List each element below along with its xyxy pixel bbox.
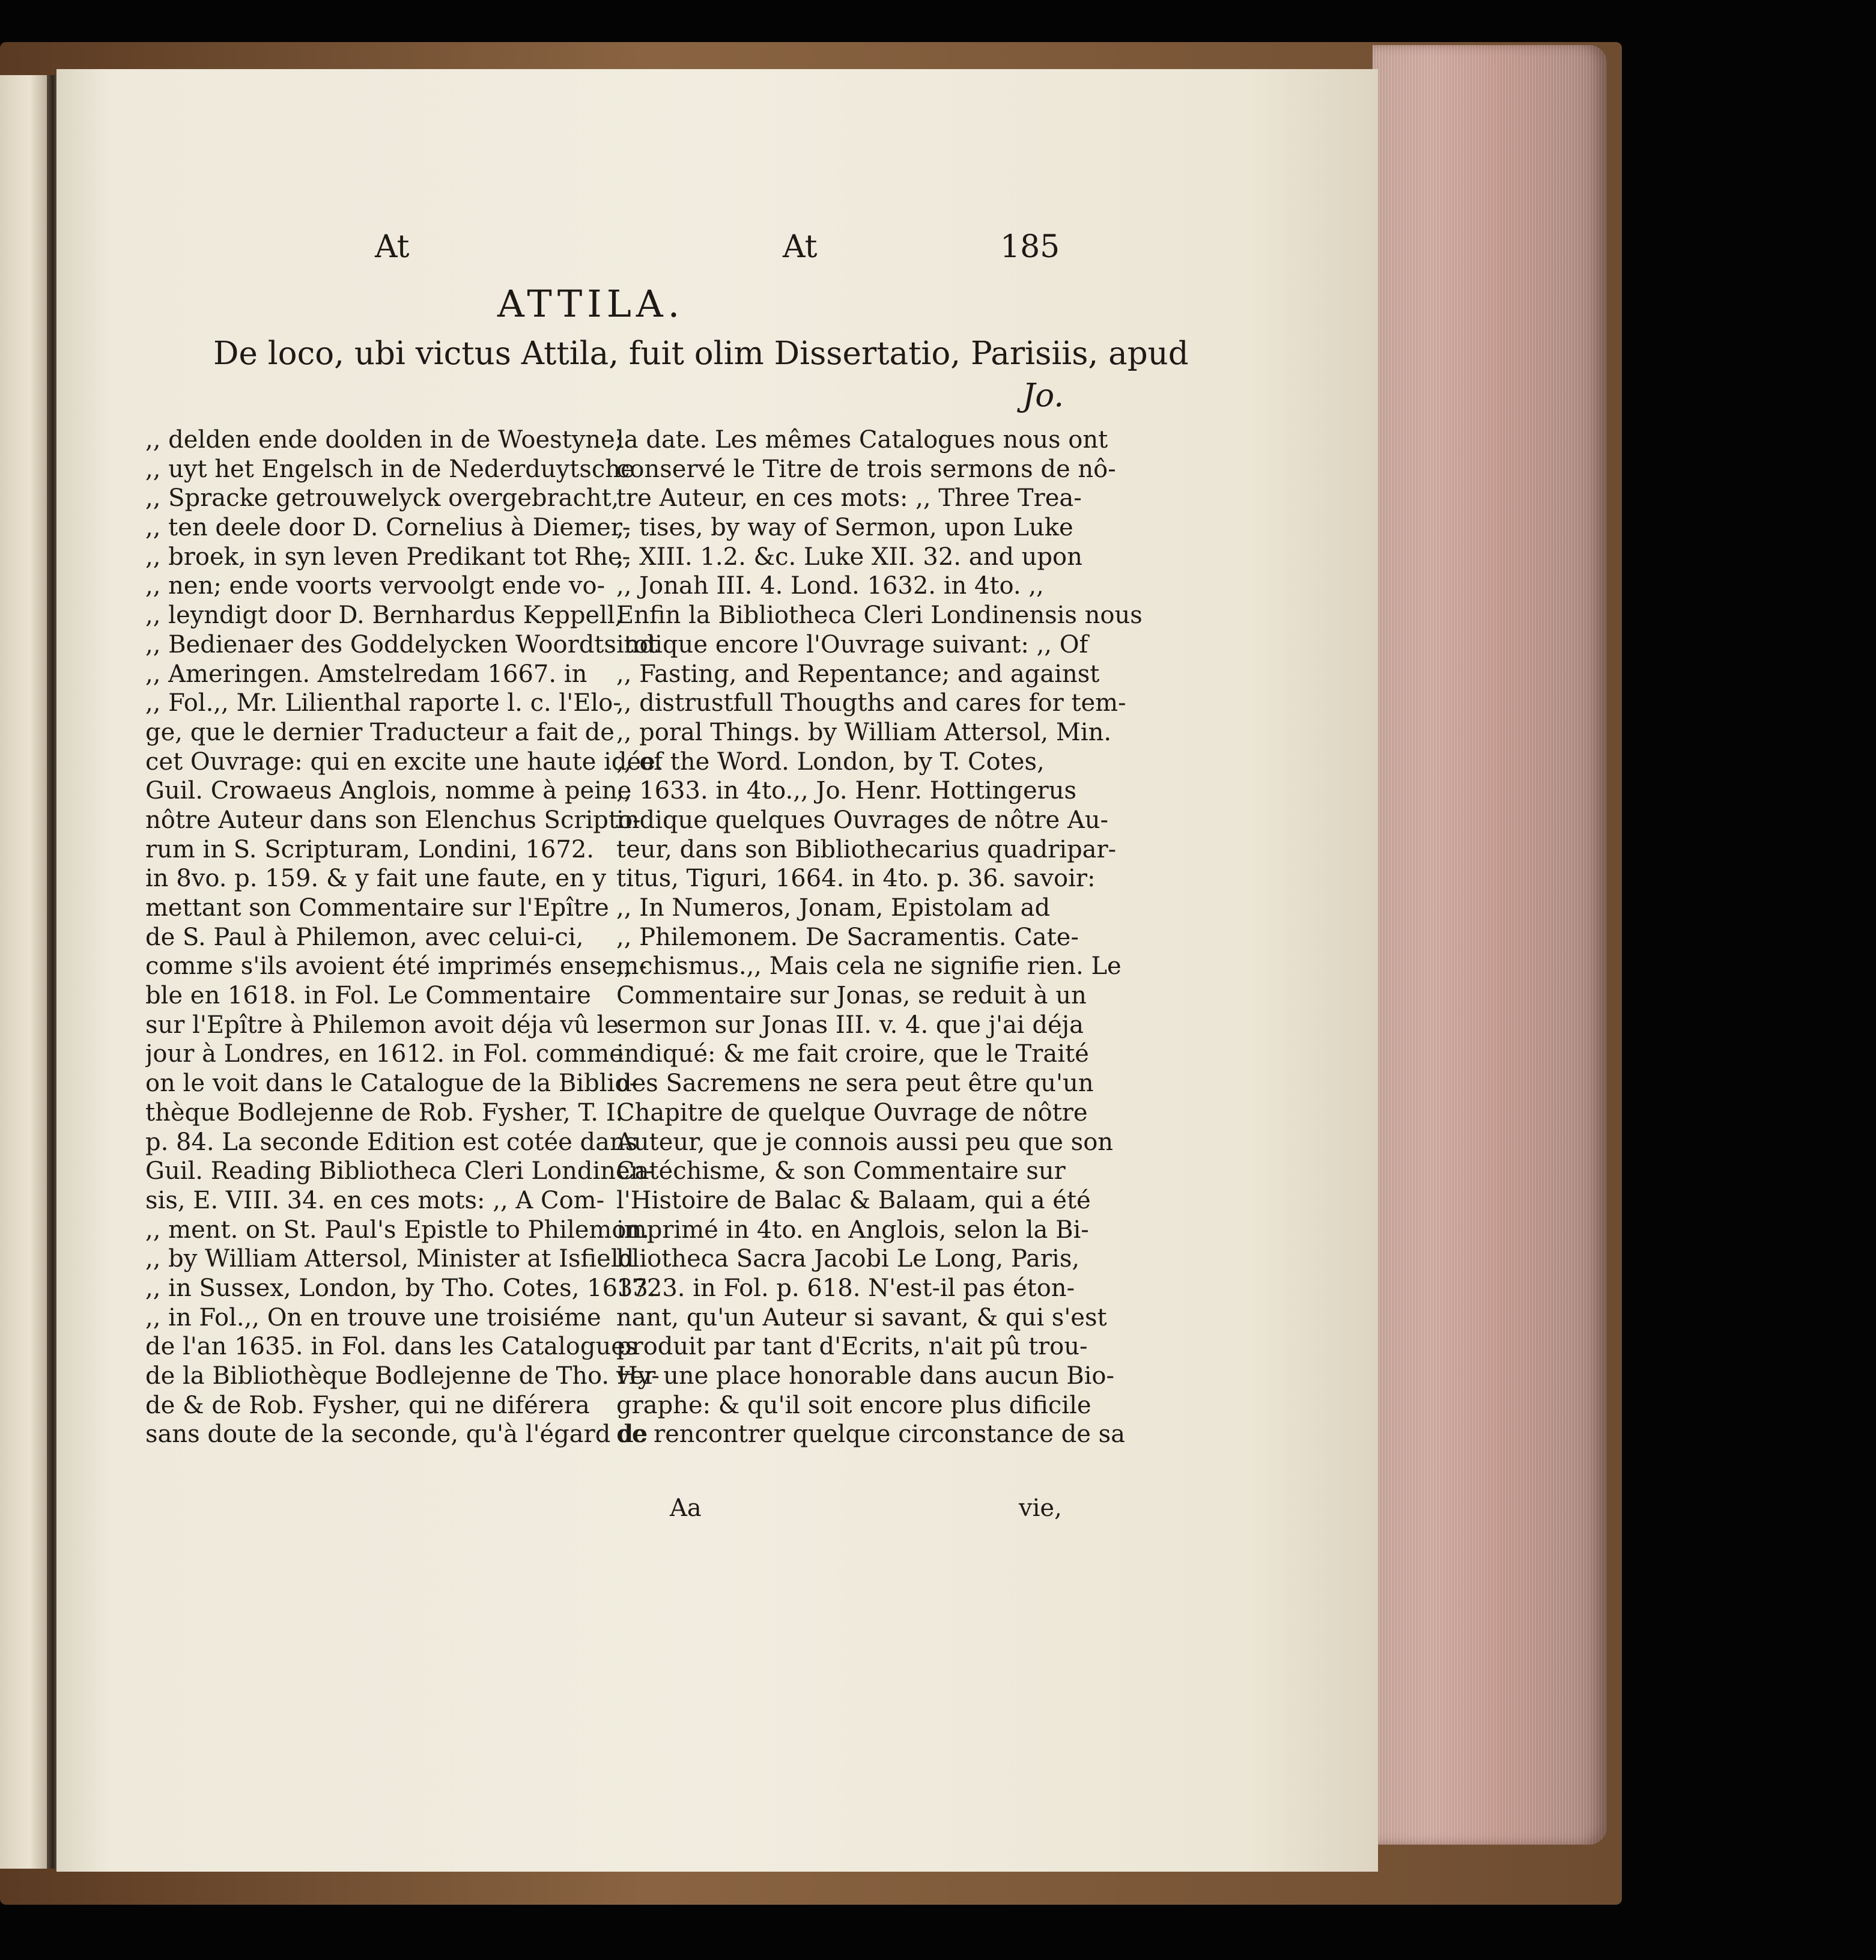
text-line: Commentaire sur Jonas, se reduit à un xyxy=(616,982,1087,1010)
text-line: ,, Spracke getrouwelyck overgebracht, xyxy=(145,484,619,513)
text-line: nôtre Auteur dans son Elenchus Scripto- xyxy=(145,806,641,834)
text-line: rum in S. Scripturam, Londini, 1672. xyxy=(145,835,594,863)
text-line: Guil. Crowaeus Anglois, nomme à peine xyxy=(145,777,632,805)
text-line: ge, que le dernier Traducteur a fait de xyxy=(145,718,615,746)
text-line: Chapitre de quelque Ouvrage de nôtre xyxy=(616,1098,1088,1127)
text-line: conservé le Titre de trois sermons de nô- xyxy=(616,455,1116,483)
text-line: ,, Philemonem. De Sacramentis. Cate- xyxy=(616,923,1079,951)
text-line: ,, uyt het Engelsch in de Nederduytsche xyxy=(145,455,635,483)
text-line: ,, Fasting, and Repentance; and against xyxy=(616,660,1100,688)
text-line: ,, Jonah III. 4. Lond. 1632. in 4to. ,, xyxy=(616,572,1044,600)
text-line: ,, nen; ende voorts vervoolgt ende vo- xyxy=(145,572,606,600)
text-line: teur, dans son Bibliothecarius quadripar- xyxy=(616,835,1117,863)
text-line: ,, Bedienaer des Goddelycken Woordts tot xyxy=(145,630,658,659)
text-line: jour à Londres, en 1612. in Fol. comme xyxy=(145,1040,624,1068)
text-line: ,, tises, by way of Sermon, upon Luke xyxy=(616,514,1073,542)
text-line: sis, E. VIII. 34. en ces mots: ,, A Com- xyxy=(145,1186,605,1214)
text-line: de la Bibliothèque Bodlejenne de Tho. Hy- xyxy=(145,1362,660,1390)
text-line: de l'an 1635. in Fol. dans les Catalogues xyxy=(145,1333,638,1361)
text-line: l'Histoire de Balac & Balaam, qui a été xyxy=(616,1186,1091,1214)
text-line: ,, ment. on St. Paul's Epistle to Philemon. xyxy=(145,1216,649,1244)
text-line: ,, ten deele door D. Cornelius à Diemer- xyxy=(145,514,631,542)
text-line: graphe: & qu'il soit encore plus dificile xyxy=(616,1391,1091,1419)
text-line: sans doute de la seconde, qu'à l'égard de xyxy=(145,1420,648,1449)
entry-subtitle: De loco, ubi victus Attila, fuit olim Dissertatio, Parisiis, apud xyxy=(213,335,1189,372)
right-text-column xyxy=(616,425,1143,1449)
text-line: ,, In Numeros, Jonam, Epistolam ad xyxy=(616,894,1051,922)
text-line: imprimé in 4to. en Anglois, selon la Bi- xyxy=(616,1216,1089,1244)
text-line: de rencontrer quelque circonstance de sa xyxy=(616,1420,1126,1449)
text-line: ,, by William Attersol, Minister at Isfield xyxy=(145,1245,634,1273)
text-line: ,, of the Word. London, by T. Cotes, xyxy=(616,747,1045,776)
text-line: on le voit dans le Catalogue de la Biblio- xyxy=(145,1070,637,1098)
entry-title: ATTILA. xyxy=(497,282,685,326)
text-line: indiqué: & me fait croire, que le Traité xyxy=(616,1040,1089,1068)
text-line: ,, poral Things. by William Attersol, Min. xyxy=(616,718,1112,746)
text-line: titus, Tiguri, 1664. in 4to. p. 36. savoir: xyxy=(616,865,1096,893)
text-line: cet Ouvrage: qui en excite une haute idée. xyxy=(145,747,663,776)
text-line: Auteur, que je connois aussi peu que son xyxy=(616,1128,1114,1156)
text-line: de S. Paul à Philemon, avec celui-ci, xyxy=(145,923,584,951)
text-line: in 8vo. p. 159. & y fait une faute, en y xyxy=(145,865,607,893)
text-line: ble en 1618. in Fol. Le Commentaire xyxy=(145,982,591,1010)
text-line: ,, broek, in syn leven Predikant tot Rhe- xyxy=(145,543,631,571)
marbled-fore-edge xyxy=(1373,45,1607,1845)
text-line: ver une place honorable dans aucun Bio- xyxy=(616,1362,1114,1390)
signature-mark: Aa xyxy=(670,1494,702,1522)
entry-subtitle-continuation: Jo. xyxy=(1022,377,1064,414)
text-line: 1723. in Fol. p. 618. N'est-il pas éton- xyxy=(616,1274,1075,1302)
left-page-edge xyxy=(0,75,49,1869)
left-text-column xyxy=(145,425,663,1449)
text-line: ,, 1633. in 4to.,, Jo. Henr. Hottingerus xyxy=(616,777,1077,805)
text-line: ,, in Sussex, London, by Tho. Cotes, 1633. xyxy=(145,1274,656,1302)
running-head-left: At xyxy=(375,229,410,265)
text-line: ,, XIII. 1.2. &c. Luke XII. 32. and upon xyxy=(616,543,1082,571)
text-line: des Sacremens ne sera peut être qu'un xyxy=(616,1070,1094,1098)
text-line: de & de Rob. Fysher, qui ne diférera xyxy=(145,1391,590,1419)
text-line: ,, Ameringen. Amstelredam 1667. in xyxy=(145,660,587,688)
text-line: mettant son Commentaire sur l'Epître xyxy=(145,894,609,922)
catchword: vie, xyxy=(1019,1494,1062,1522)
text-line: sermon sur Jonas III. v. 4. que j'ai déja xyxy=(616,1011,1084,1039)
text-line: Enfin la Bibliotheca Cleri Londinensis nous xyxy=(616,601,1143,630)
text-line: comme s'ils avoient été imprimés ensem- xyxy=(145,952,647,981)
text-line: produit par tant d'Ecrits, n'ait pû trou- xyxy=(616,1333,1088,1361)
text-line: Guil. Reading Bibliotheca Cleri Londinen- xyxy=(145,1157,654,1185)
text-line: ,, delden ende doolden in de Woestyne; xyxy=(145,426,624,454)
text-line: Catéchisme, & son Commentaire sur xyxy=(616,1157,1066,1185)
text-line: la date. Les mêmes Catalogues nous ont xyxy=(616,426,1108,454)
page-number: 185 xyxy=(1000,229,1060,265)
text-line: bliotheca Sacra Jacobi Le Long, Paris, xyxy=(616,1245,1080,1273)
text-line: indique quelques Ouvrages de nôtre Au- xyxy=(616,806,1109,834)
text-line: nant, qu'un Auteur si savant, & qui s'est xyxy=(616,1303,1107,1332)
text-line: tre Auteur, en ces mots: ,, Three Trea- xyxy=(616,484,1082,513)
running-head-center: At xyxy=(783,229,818,265)
text-line: thèque Bodlejenne de Rob. Fysher, T. I. xyxy=(145,1098,624,1127)
text-line: ,, leyndigt door D. Bernhardus Keppell, xyxy=(145,601,623,630)
text-line: sur l'Epître à Philemon avoit déja vû le xyxy=(145,1011,619,1039)
text-line: indique encore l'Ouvrage suivant: ,, Of xyxy=(616,630,1088,659)
text-line: ,, Fol.,, Mr. Lilienthal raporte l. c. l'Elo- xyxy=(145,689,621,717)
text-line: ,, distrustfull Thougths and cares for tem- xyxy=(616,689,1126,717)
text-line: p. 84. La seconde Edition est cotée dans xyxy=(145,1128,638,1156)
text-line: ,, in Fol.,, On en trouve une troisiéme xyxy=(145,1303,601,1332)
text-line: ,, chismus.,, Mais cela ne signifie rien. Le xyxy=(616,952,1122,981)
